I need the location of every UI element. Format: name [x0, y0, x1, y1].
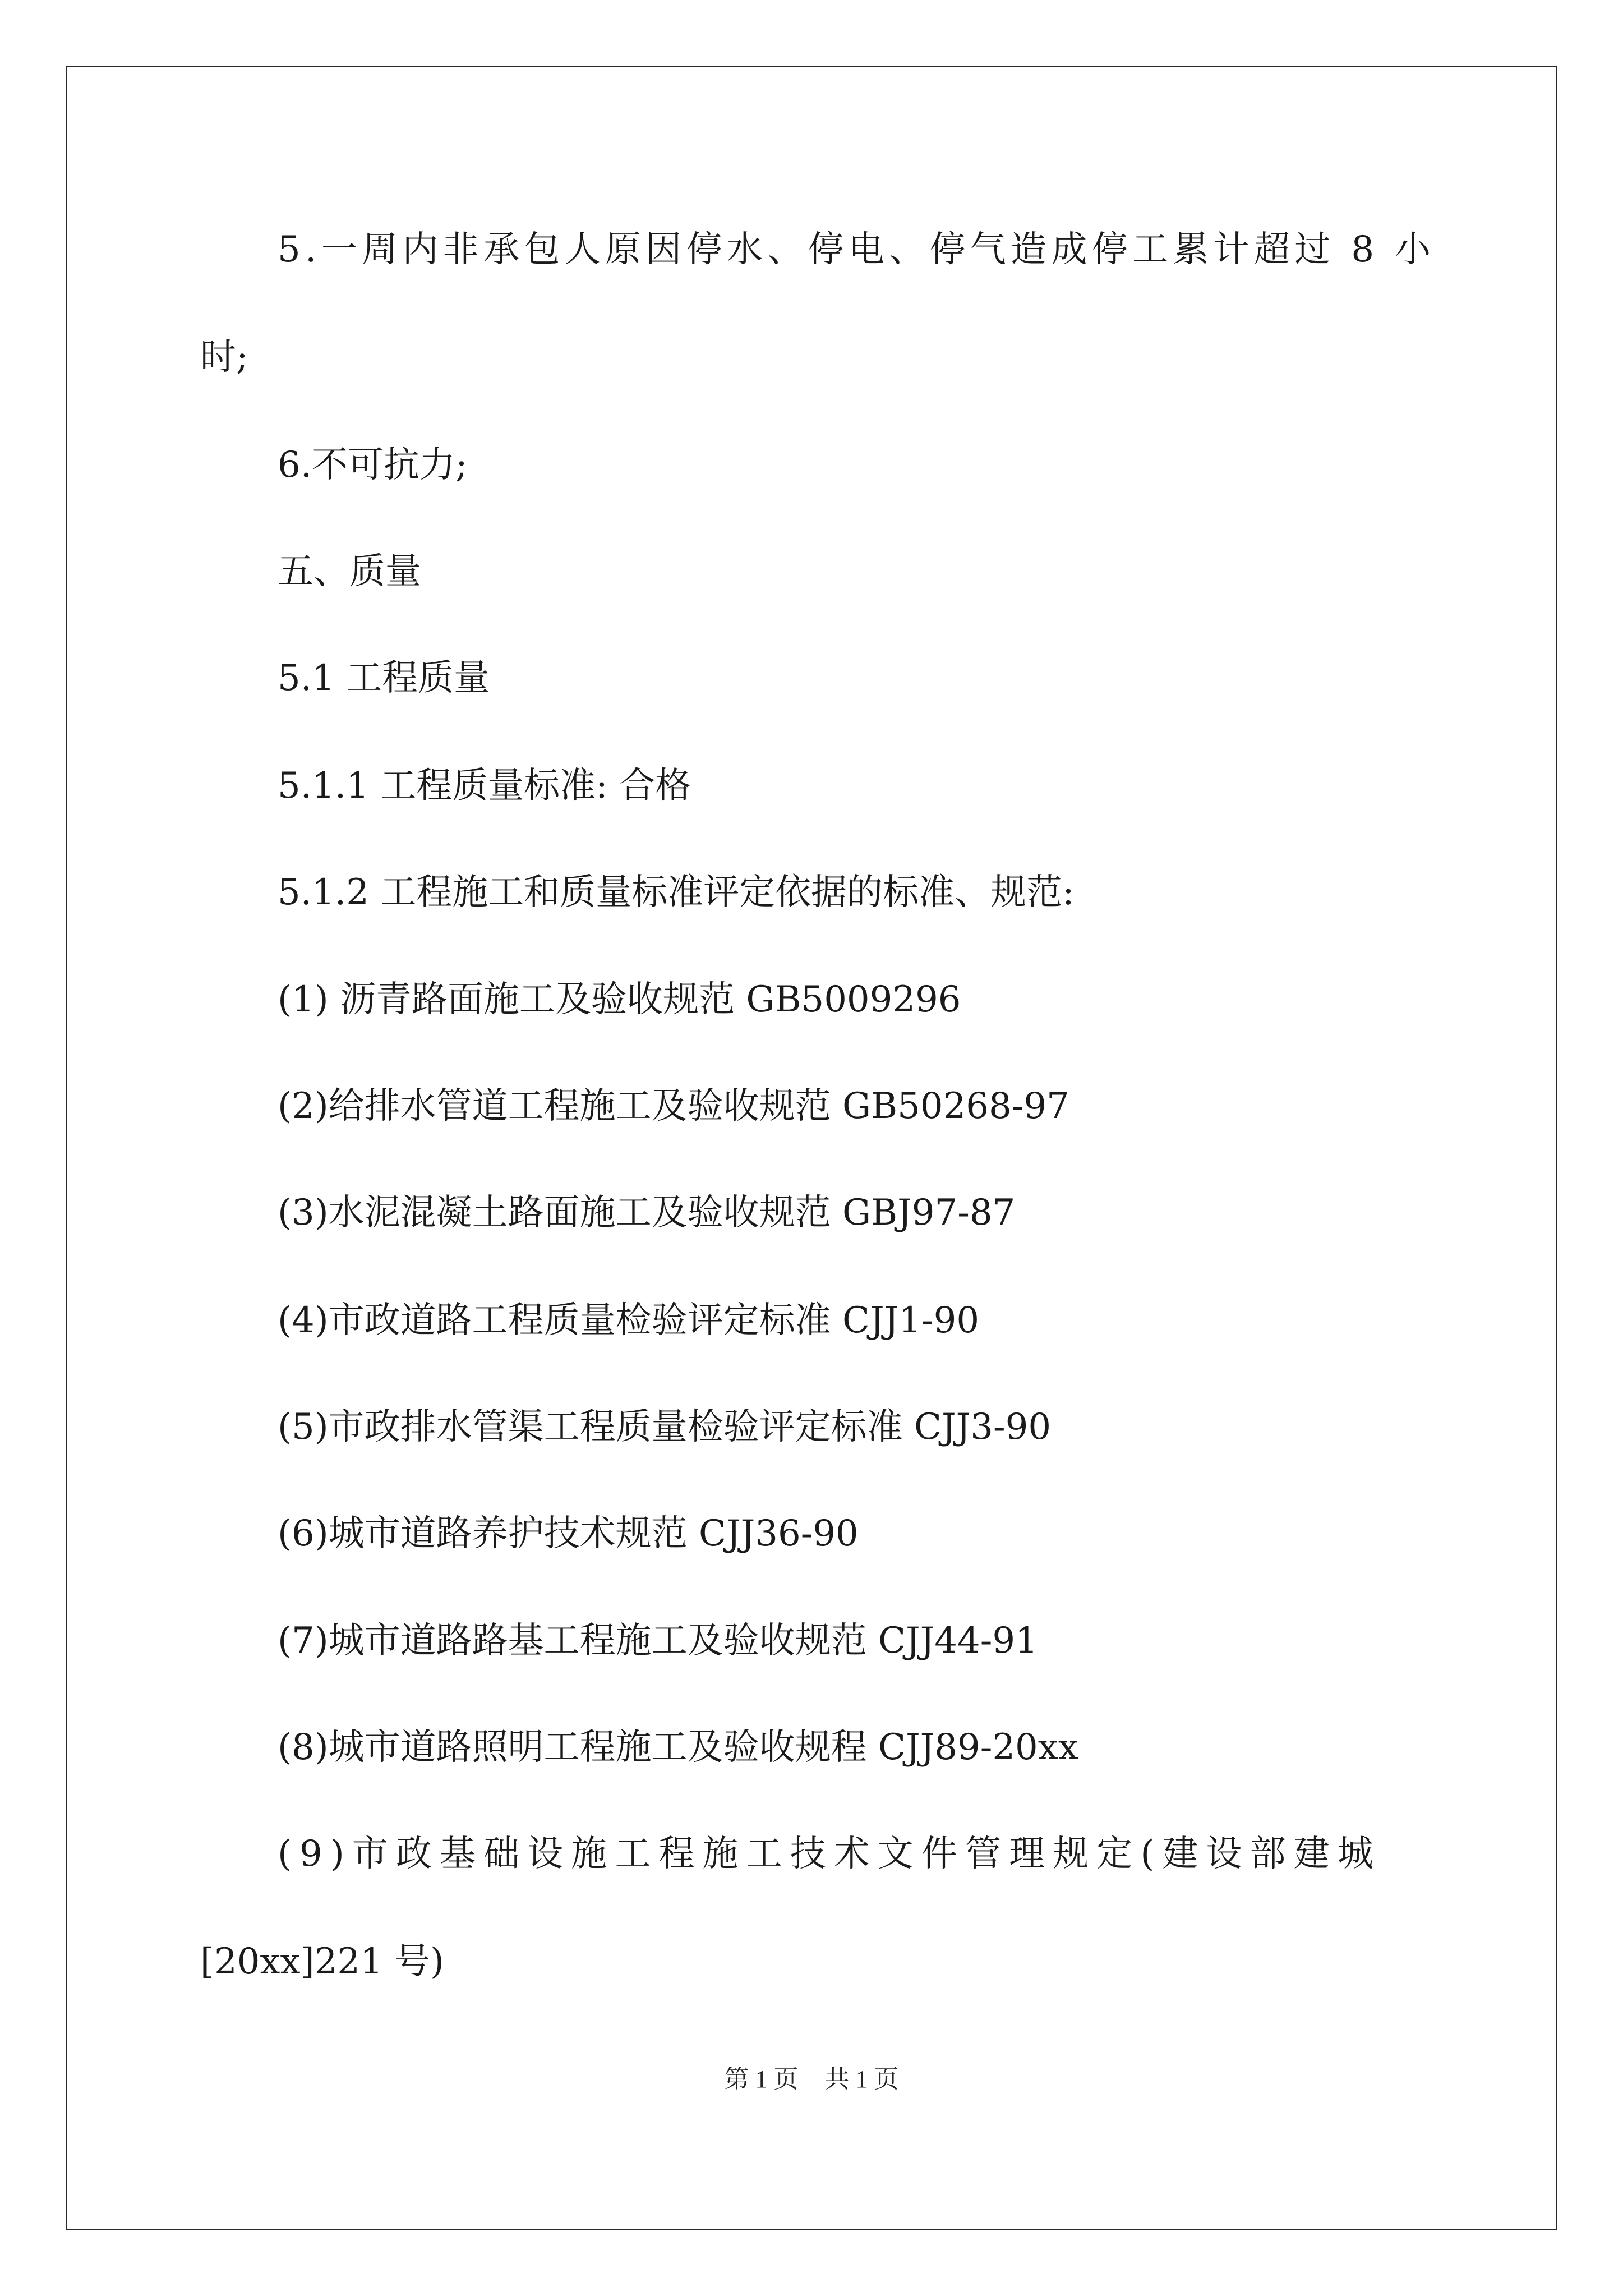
standard-item-4: (4)市政道路工程质量检验评定标准 CJJ1-90 — [278, 1300, 980, 1341]
section-heading: 五、质量 — [278, 551, 421, 592]
standard-item-5: (5)市政排水管渠工程质量检验评定标准 CJJ3-90 — [278, 1406, 1052, 1448]
standard-item-8: (8)城市道路照明工程施工及验收规程 CJJ89-20xx — [278, 1727, 1078, 1768]
text-line-3: 6.不可抗力; — [278, 444, 468, 486]
standard-item-9-continued: [20xx]221 号) — [200, 1941, 445, 1982]
page-footer — [0, 2067, 1623, 2092]
standard-item-9: (9)市政基础设施工程施工技术文件管理规定(建设部建城 — [278, 1833, 1381, 1875]
standard-item-1: (1) 沥青路面施工及验收规范 GB5009296 — [278, 979, 961, 1020]
subsection-heading: 5.1 工程质量 — [278, 657, 490, 699]
standard-item-6: (6)城市道路养护技术规范 CJJ36-90 — [278, 1513, 859, 1554]
text-line-2: 时; — [200, 337, 248, 378]
standard-item-7: (7)城市道路路基工程施工及验收规范 CJJ44-91 — [278, 1620, 1038, 1662]
text-line-1: 5.一周内非承包人原因停水、停电、停气造成停工累计超过 8 小 — [278, 229, 1436, 270]
page-border — [66, 66, 1557, 2230]
text-line-7: 5.1.2 工程施工和质量标准评定依据的标准、规范: — [278, 872, 1075, 913]
standard-item-2: (2)给排水管道工程施工及验收规范 GB50268-97 — [278, 1085, 1069, 1127]
page-number: 第 1 页 — [724, 2065, 799, 2093]
text-line-6: 5.1.1 工程质量标准: 合格 — [278, 765, 691, 807]
page-total: 共 1 页 — [824, 2065, 899, 2093]
standard-item-3: (3)水泥混凝土路面施工及验收规范 GBJ97-87 — [278, 1192, 1016, 1234]
